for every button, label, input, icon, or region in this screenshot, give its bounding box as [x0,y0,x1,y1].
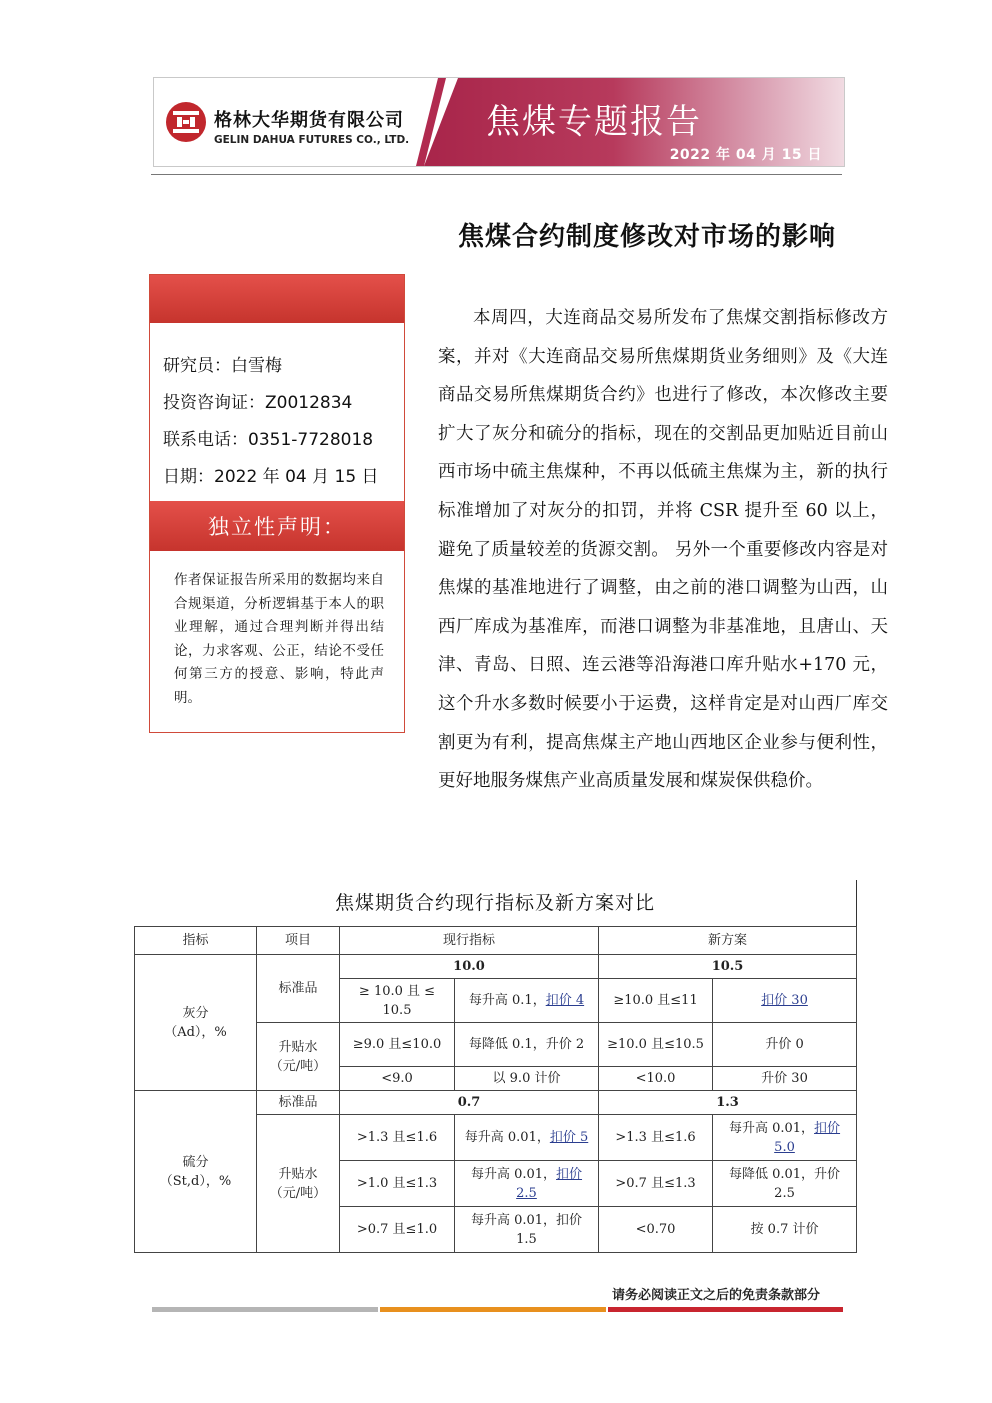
table-title: 焦煤期货合约现行指标及新方案对比 [134,880,857,926]
sulfur-std-label: 标准品 [257,1091,340,1115]
header-item: 项目 [257,927,340,955]
table-cell: 升价 30 [713,1067,857,1091]
cell-text-underlined: 扣价 4 [545,993,585,1008]
body-paragraph: 本周四，大连商品交易所发布了焦煤交割指标修改方案，并对《大连商品交易所焦煤期货业务细则》及《大连商品交易所焦煤期货合约》也进行了修改，本次修改主要扩大了灰分和硫分的指标，现在的交割品更加贴近目前山西市场中硫主焦煤种，不再以低硫主焦煤为主，新的执行标准增加了对灰分的扣罚，并将 CSR 提升至 60 以上，避免了质量较差的货源交割。 另外一个重要修改内容是对焦煤的基准地进行了调整，由之前的港口调整为山西，山西厂库成为基准库，而港口调整为非基准地，且唐山、天津、青岛、日照、连云港等沿海港口库升贴水+170 元，这个升水多数时候要小于运费，这样肯定是对山西厂库交割更为有利，提高焦煤主产地山西地区企业参与便利性，更好地服务煤焦产业高质量发展和煤炭保供稳价。 [438,308,888,792]
company-name-cn: 格林大华期货有限公司 [214,110,404,131]
table-cell [713,979,857,1023]
ash-current-std: 10.0 [340,955,599,979]
cell-text: 每升高 0.01， [470,1166,557,1182]
table-cell: <9.0 [340,1067,455,1091]
table-cell [455,1115,599,1161]
header-indicator: 指标 [135,927,257,955]
sulfur-unit: （St,d），% [159,1173,232,1189]
table-cell: >1.3 且≤1.6 [340,1115,455,1161]
report-date: 2022 年 04 月 15 日 [669,147,822,163]
ash-unit: （Ad），% [164,1024,227,1040]
table-cell: ≥9.0 且≤10.0 [340,1023,455,1067]
cell-text-underlined: 扣价 2.5 [516,1166,583,1201]
footer-bar-red [608,1307,843,1312]
table-cell: >1.0 且≤1.3 [340,1161,455,1207]
info-date: 日期：2022 年 04 月 15 日 [163,467,379,487]
table-cell: >1.3 且≤1.6 [599,1115,713,1161]
cell-text-underlined: 扣价 5.0 [774,1120,841,1155]
table-header-row [135,927,857,955]
report-type-title: 焦煤专题报告 [486,102,702,142]
comparison-table-block [134,880,858,1262]
table-cell [713,1115,857,1161]
table-cell: 每降低 0.1，升价 2 [455,1023,599,1067]
table-cell [455,1161,599,1207]
sulfur-label: 硫分 [182,1154,209,1170]
license-number: 投资咨询证：Z0012834 [163,393,353,413]
table-cell: <0.70 [599,1207,713,1253]
table-cell: >0.7 且≤1.0 [340,1207,455,1253]
footer-bar-orange [380,1307,606,1312]
header-new: 新方案 [599,927,857,955]
sulfur-indicator-cell [135,1091,257,1253]
ash-std-label: 标准品 [257,955,340,1023]
table-cell: ≥10.0 且≤11 [599,979,713,1023]
footer-bar-gray [152,1307,378,1312]
page-title: 焦煤合约制度修改对市场的影响 [458,222,837,252]
table-cell: 以 9.0 计价 [455,1067,599,1091]
table-cell [455,979,599,1023]
sulfur-current-std: 0.7 [340,1091,599,1115]
sulfur-premium-label-cell [257,1115,340,1253]
declaration-text: 作者保证报告所采用的数据均来自合规渠道，分析逻辑基于本人的职业理解，通过合理判断并得出结论，力求客观、公正，结论不受任何第三方的授意、影响，特此声明。 [174,572,384,706]
ash-label: 灰分 [182,1005,209,1021]
analyst-info-box [149,274,405,733]
declaration-title: 独立性声明： [208,515,346,539]
sulfur-new-std: 1.3 [599,1091,857,1115]
ash-new-std: 10.5 [599,955,857,979]
disclaimer-note: 请务必阅读正文之后的免责条款部分 [612,1288,821,1303]
report-header-banner [153,77,845,167]
table-row [135,1091,857,1115]
company-name-en: GELIN DAHUA FUTURES CO., LTD. [214,134,410,146]
premium-unit: （元/吨） [269,1185,327,1201]
table-cell: 升价 0 [713,1023,857,1067]
premium-label: 升贴水 [278,1039,318,1055]
comparison-table [134,926,857,1253]
premium-unit: （元/吨） [269,1058,327,1074]
table-cell: >0.7 且≤1.3 [599,1161,713,1207]
declaration-header-bar [150,501,404,551]
cell-text: 每升高 0.01， [464,1130,550,1145]
ash-indicator-cell [135,955,257,1091]
info-box-top-bar [150,275,404,323]
table-cell: 每升高 0.01，扣价 1.5 [455,1207,599,1253]
researcher-name: 研究员：白雪梅 [163,356,282,376]
gelin-dahua-logo-icon [164,100,208,144]
table-cell: 每降低 0.01，升价 2.5 [713,1161,857,1207]
table-cell: 按 0.7 计价 [713,1207,857,1253]
header-current: 现行指标 [340,927,599,955]
cell-text: 每升高 0.01， [728,1120,815,1136]
cell-text-underlined: 扣价 30 [761,993,808,1008]
cell-text: 每升高 0.1， [468,993,546,1008]
table-cell: <10.0 [599,1067,713,1091]
table-cell: ≥10.0 且≤10.5 [599,1023,713,1067]
header-divider-line [151,174,842,175]
ash-premium-label-cell [257,1023,340,1091]
premium-label: 升贴水 [278,1166,318,1182]
contact-phone: 联系电话：0351-7728018 [163,430,374,450]
table-cell: ≥ 10.0 且 ≤ 10.5 [340,979,455,1023]
table-row [135,955,857,979]
cell-text-underlined: 扣价 5 [549,1130,589,1145]
